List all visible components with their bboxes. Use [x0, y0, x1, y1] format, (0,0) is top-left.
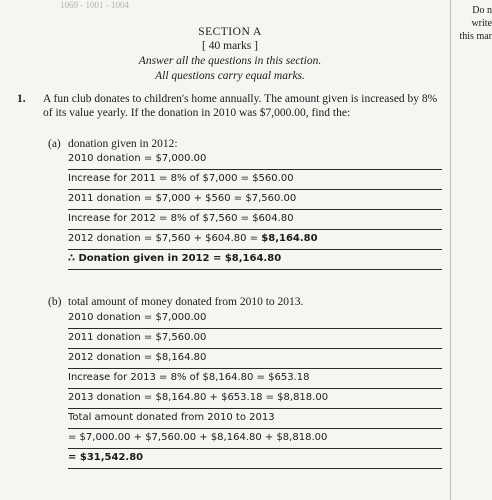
answer-line: 2011 donation = $7,000 + $560 = $7,560.00: [68, 190, 442, 210]
answer-final-line: ∴ Donation given in 2012 = $8,164.80: [68, 250, 442, 270]
answer-line: 2010 donation = $7,000.00: [68, 150, 442, 170]
answer-line: Total amount donated from 2010 to 2013: [68, 409, 442, 429]
answer-line: Increase for 2011 = 8% of $7,000 = $560.00: [68, 170, 442, 190]
section-marks: [ 40 marks ]: [202, 40, 258, 52]
instruction-equal-marks: All questions carry equal marks.: [155, 70, 305, 82]
answer-result: $8,164.80: [261, 233, 318, 244]
answer-line: 2010 donation = $7,000.00: [68, 309, 442, 329]
part-b-label: (b): [48, 296, 62, 308]
margin-note-line: Do n: [472, 5, 492, 16]
margin-note: [452, 4, 492, 43]
faint-header-text: 1069 - 1001 - 1004: [60, 0, 129, 10]
answer-line: 2012 donation = $8,164.80: [68, 349, 442, 369]
part-a-label: (a): [48, 138, 61, 150]
answer-line: Increase for 2013 = 8% of $8,164.80 = $653.18: [68, 369, 442, 389]
answer-line: Increase for 2012 = 8% of $7,560 = $604.80: [68, 210, 442, 230]
answer-line: [68, 230, 442, 250]
answer-line: 2013 donation = $8,164.80 + $653.18 = $8,818.00: [68, 389, 442, 409]
answer-final-line: = $31,542.80: [68, 449, 442, 469]
answer-line-text: 2012 donation = $7,560 + $604.80 =: [68, 233, 262, 244]
margin-divider: [450, 0, 451, 500]
margin-note-line: this mar: [459, 31, 492, 42]
margin-note-line: write: [471, 18, 492, 29]
section-title: SECTION A: [198, 26, 262, 38]
answer-line: = $7,000.00 + $7,560.00 + $8,164.80 + $8,818.00: [68, 429, 442, 449]
question-number: 1.: [17, 93, 26, 105]
part-a-prompt: donation given in 2012:: [68, 138, 178, 150]
part-b-prompt: total amount of money donated from 2010 to 2013.: [68, 296, 304, 308]
answer-line: 2011 donation = $7,560.00: [68, 329, 442, 349]
question-text: A fun club donates to children's home annually. The amount given is increased by 8% of its value yearly. If the donation in 2010 was $7,000.00, find the:: [43, 93, 438, 119]
instruction-answer-all: Answer all the questions in this section.: [138, 55, 322, 67]
